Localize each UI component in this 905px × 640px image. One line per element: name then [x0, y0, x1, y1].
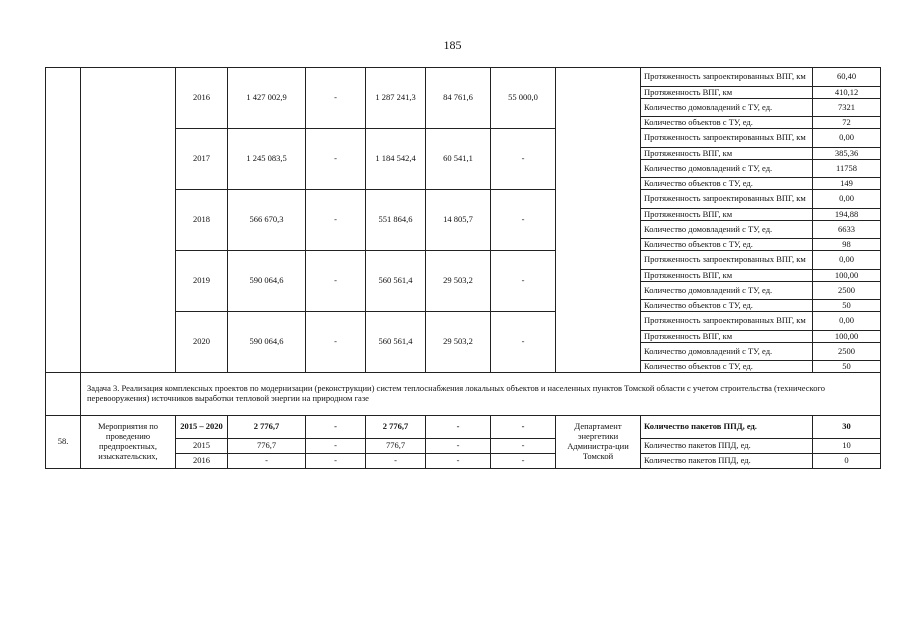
indicator-value-cell: 11758: [813, 160, 881, 178]
indicator-value-cell: 0,00: [813, 190, 881, 209]
indicator-value-cell: 2500: [813, 343, 881, 361]
extrabudgetary-cell: -: [491, 312, 556, 373]
indicator-name-cell: Количество объектов с ТУ, ед.: [641, 361, 813, 373]
extrabudgetary-cell: -: [491, 251, 556, 312]
indicator-value-cell: 50: [813, 361, 881, 373]
year-cell: 2016: [176, 454, 228, 469]
total-amount-cell: 590 064,6: [228, 312, 306, 373]
total-amount-cell: 2 776,7: [228, 416, 306, 439]
indicator-value-cell: 0,00: [813, 251, 881, 270]
indicator-value-cell: 0,00: [813, 312, 881, 331]
regional-budget-cell: -: [366, 454, 426, 469]
federal-budget-cell: -: [306, 251, 366, 312]
table-row: [46, 416, 881, 439]
indicator-value-cell: 7321: [813, 99, 881, 117]
federal-budget-cell: -: [306, 312, 366, 373]
indicator-name-cell: Протяженность ВПГ, км: [641, 209, 813, 221]
indicator-name-cell: Протяженность ВПГ, км: [641, 270, 813, 282]
indicator-value-cell: 194,88: [813, 209, 881, 221]
indicator-value-cell: 6633: [813, 221, 881, 239]
indicator-name-cell: Протяженность запроектированных ВПГ, км: [641, 251, 813, 270]
regional-budget-cell: 1 184 542,4: [366, 129, 426, 190]
total-amount-cell: 1 427 002,9: [228, 68, 306, 129]
indicator-value-cell: 0: [813, 454, 881, 469]
indicator-value-cell: 72: [813, 117, 881, 129]
year-cell: 2016: [176, 68, 228, 129]
extrabudgetary-cell: -: [491, 439, 556, 454]
year-cell: 2020: [176, 312, 228, 373]
indicator-name-cell: Количество пакетов ППД, ед.: [641, 416, 813, 439]
local-budget-cell: -: [426, 439, 491, 454]
federal-budget-cell: -: [306, 454, 366, 469]
regional-budget-cell: 1 287 241,3: [366, 68, 426, 129]
indicator-value-cell: 2500: [813, 282, 881, 300]
indicator-value-cell: 0,00: [813, 129, 881, 148]
local-budget-cell: -: [426, 416, 491, 439]
indicator-name-cell: Протяженность ВПГ, км: [641, 331, 813, 343]
indicator-value-cell: 410,12: [813, 87, 881, 99]
indicator-value-cell: 60,40: [813, 68, 881, 87]
indicator-name-cell: Протяженность запроектированных ВПГ, км: [641, 312, 813, 331]
total-amount-cell: 1 245 083,5: [228, 129, 306, 190]
indicator-name-cell: Количество пакетов ППД, ед.: [641, 439, 813, 454]
page-number: 185: [443, 38, 462, 52]
item-number-cell: 58.: [46, 416, 81, 469]
extrabudgetary-cell: -: [491, 190, 556, 251]
regional-budget-cell: 776,7: [366, 439, 426, 454]
table-row: [46, 68, 881, 87]
task-text: Задача 3. Реализация комплексных проектов по модернизации (реконструкции) систем теплоснабжения локальных объектов и населенных пунктов Томской области с учетом строительства (технического перевооружения) источников выработки тепловой энергии на природном газе: [81, 373, 881, 416]
indicator-value-cell: 98: [813, 239, 881, 251]
indicator-name-cell: Количество домовладений с ТУ, ед.: [641, 282, 813, 300]
indicator-name-cell: Количество домовладений с ТУ, ед.: [641, 99, 813, 117]
total-amount-cell: 776,7: [228, 439, 306, 454]
year-cell: 2017: [176, 129, 228, 190]
extrabudgetary-cell: -: [491, 416, 556, 439]
indicator-value-cell: 149: [813, 178, 881, 190]
indicator-name-cell: Количество домовладений с ТУ, ед.: [641, 160, 813, 178]
task-number-cell: [46, 373, 81, 416]
program-table: [45, 67, 881, 469]
indicator-name-cell: Количество объектов с ТУ, ед.: [641, 300, 813, 312]
indicator-name-cell: Протяженность запроектированных ВПГ, км: [641, 190, 813, 209]
activity-name-cell: [81, 68, 176, 373]
regional-budget-cell: 560 561,4: [366, 312, 426, 373]
regional-budget-cell: 560 561,4: [366, 251, 426, 312]
local-budget-cell: -: [426, 454, 491, 469]
federal-budget-cell: -: [306, 439, 366, 454]
local-budget-cell: 29 503,2: [426, 312, 491, 373]
federal-budget-cell: -: [306, 129, 366, 190]
local-budget-cell: 14 805,7: [426, 190, 491, 251]
indicator-value-cell: 10: [813, 439, 881, 454]
federal-budget-cell: -: [306, 68, 366, 129]
regional-budget-cell: 551 864,6: [366, 190, 426, 251]
year-cell: 2015 – 2020: [176, 416, 228, 439]
federal-budget-cell: -: [306, 190, 366, 251]
total-amount-cell: -: [228, 454, 306, 469]
indicator-value-cell: 100,00: [813, 270, 881, 282]
local-budget-cell: 84 761,6: [426, 68, 491, 129]
indicator-name-cell: Количество домовладений с ТУ, ед.: [641, 343, 813, 361]
indicator-value-cell: 50: [813, 300, 881, 312]
year-cell: 2015: [176, 439, 228, 454]
regional-budget-cell: 2 776,7: [366, 416, 426, 439]
item-name-cell: Мероприятия по проведению предпроектных, изыскательских,: [81, 416, 176, 469]
total-amount-cell: 566 670,3: [228, 190, 306, 251]
indicator-name-cell: Количество объектов с ТУ, ед.: [641, 178, 813, 190]
indicator-value-cell: 30: [813, 416, 881, 439]
year-cell: 2019: [176, 251, 228, 312]
indicator-name-cell: Протяженность запроектированных ВПГ, км: [641, 68, 813, 87]
indicator-name-cell: Количество объектов с ТУ, ед.: [641, 117, 813, 129]
indicator-name-cell: Протяженность запроектированных ВПГ, км: [641, 129, 813, 148]
executor-cell: [556, 68, 641, 373]
year-cell: 2018: [176, 190, 228, 251]
local-budget-cell: 29 503,2: [426, 251, 491, 312]
total-amount-cell: 590 064,6: [228, 251, 306, 312]
executor-cell: Департамент энергетики Администра-ции Томской: [556, 416, 641, 469]
number-cell: [46, 68, 81, 373]
extrabudgetary-cell: 55 000,0: [491, 68, 556, 129]
indicator-name-cell: Количество пакетов ППД, ед.: [641, 454, 813, 469]
task-row: [46, 373, 881, 416]
indicator-name-cell: Количество объектов с ТУ, ед.: [641, 239, 813, 251]
indicator-name-cell: Количество домовладений с ТУ, ед.: [641, 221, 813, 239]
indicator-name-cell: Протяженность ВПГ, км: [641, 87, 813, 99]
indicator-name-cell: Протяженность ВПГ, км: [641, 148, 813, 160]
extrabudgetary-cell: -: [491, 129, 556, 190]
federal-budget-cell: -: [306, 416, 366, 439]
indicator-value-cell: 385,36: [813, 148, 881, 160]
local-budget-cell: 60 541,1: [426, 129, 491, 190]
extrabudgetary-cell: -: [491, 454, 556, 469]
indicator-value-cell: 100,00: [813, 331, 881, 343]
